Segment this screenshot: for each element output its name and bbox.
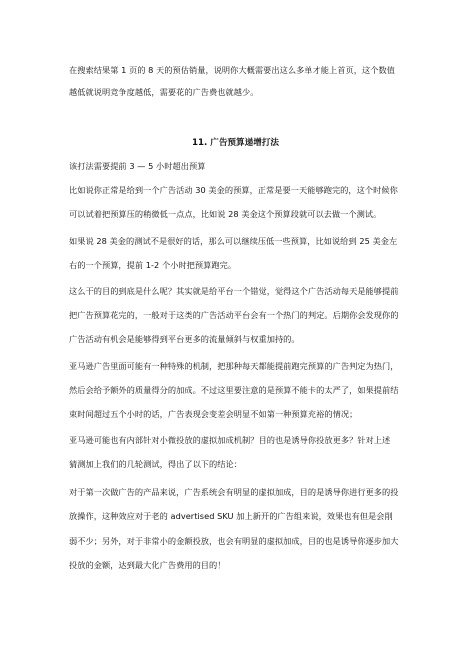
paragraph-5-line-2: 猜测加上我们的几轮测试，得出了以下的结论： [69,459,242,469]
paragraph-6-line-2: 放操作，这种效应对于老的 advertised SKU 加上新开的广告组来说，效果也有但是会削 [69,511,393,521]
section-heading: 11. 广告预算递增打法 [192,138,279,148]
paragraph-6-line-4: 投放的金额，达到最大化广告费用的目的！ [69,560,226,570]
paragraph-3-line-3: 广告活动有机会是能够得到平台更多的流量倾斜与权重加持的。 [69,334,300,344]
paragraph-4-line-3: 束时间超过五个小时的话，广告表现会变差会明显不如第一种预算充裕的情况； [69,409,358,419]
section-subtitle: 该打法需要提前 3 — 5 小时超出预算 [69,161,206,171]
paragraph-5-line-1: 亚马逊可能也有内部针对小微投放的虚拟加成机制？目的也是诱导你投放更多？针对上述 [69,435,391,445]
paragraph-3-line-2: 把广告预算花完的，一般对于这类的广告活动平台会有一个热门的判定。后期你会发现你的 [69,310,399,320]
intro-line-2: 越低就说明竞争度越低，需要花的广告费也就越少。 [69,87,259,97]
intro-line-1: 在搜索结果第 1 页的 8 天的预估销量，说明你大概需要出这么多单才能上首页，这个数值 [69,65,395,75]
paragraph-1-line-1: 比如说你正常是给到一个广告活动 30 美金的预算，正常是要一天能够跑完的，这个时候你 [69,185,398,195]
paragraph-3-line-1: 这么干的目的到底是什么呢？其实就是给平台一个错觉，觉得这个广告活动每天是能够提前 [69,286,399,296]
paragraph-6-line-1: 对于第一次做广告的产品来说，广告系统会有明显的虚拟加成，目的是诱导你进行更多的投 [69,487,399,497]
paragraph-4-line-2: 然后会给予额外的质量得分的加成。不过这里要注意的是预算不能卡的太严了，如果提前结 [69,385,399,395]
paragraph-2-line-2: 右的一个预算，提前 1-2 个小时把预算跑完。 [69,260,237,270]
paragraph-4-line-1: 亚马逊广告里面可能有一种特殊的机制，把那种每天都能提前跑完预算的广告判定为热门， [69,361,399,371]
paragraph-6-line-3: 弱不少；另外，对于非常小的金额投放，也会有明显的虚拟加成，目的也是诱导你逐步加大 [69,536,399,546]
paragraph-1-line-2: 可以试着把预算压的稍微低一点点，比如说 28 美金这个预算段就可以去做一个测试。 [69,209,382,219]
paragraph-2-line-1: 如果说 28 美金的测试不是很好的话，那么可以继续压低一些预算，比如说给到 25 美金左 [69,236,398,246]
